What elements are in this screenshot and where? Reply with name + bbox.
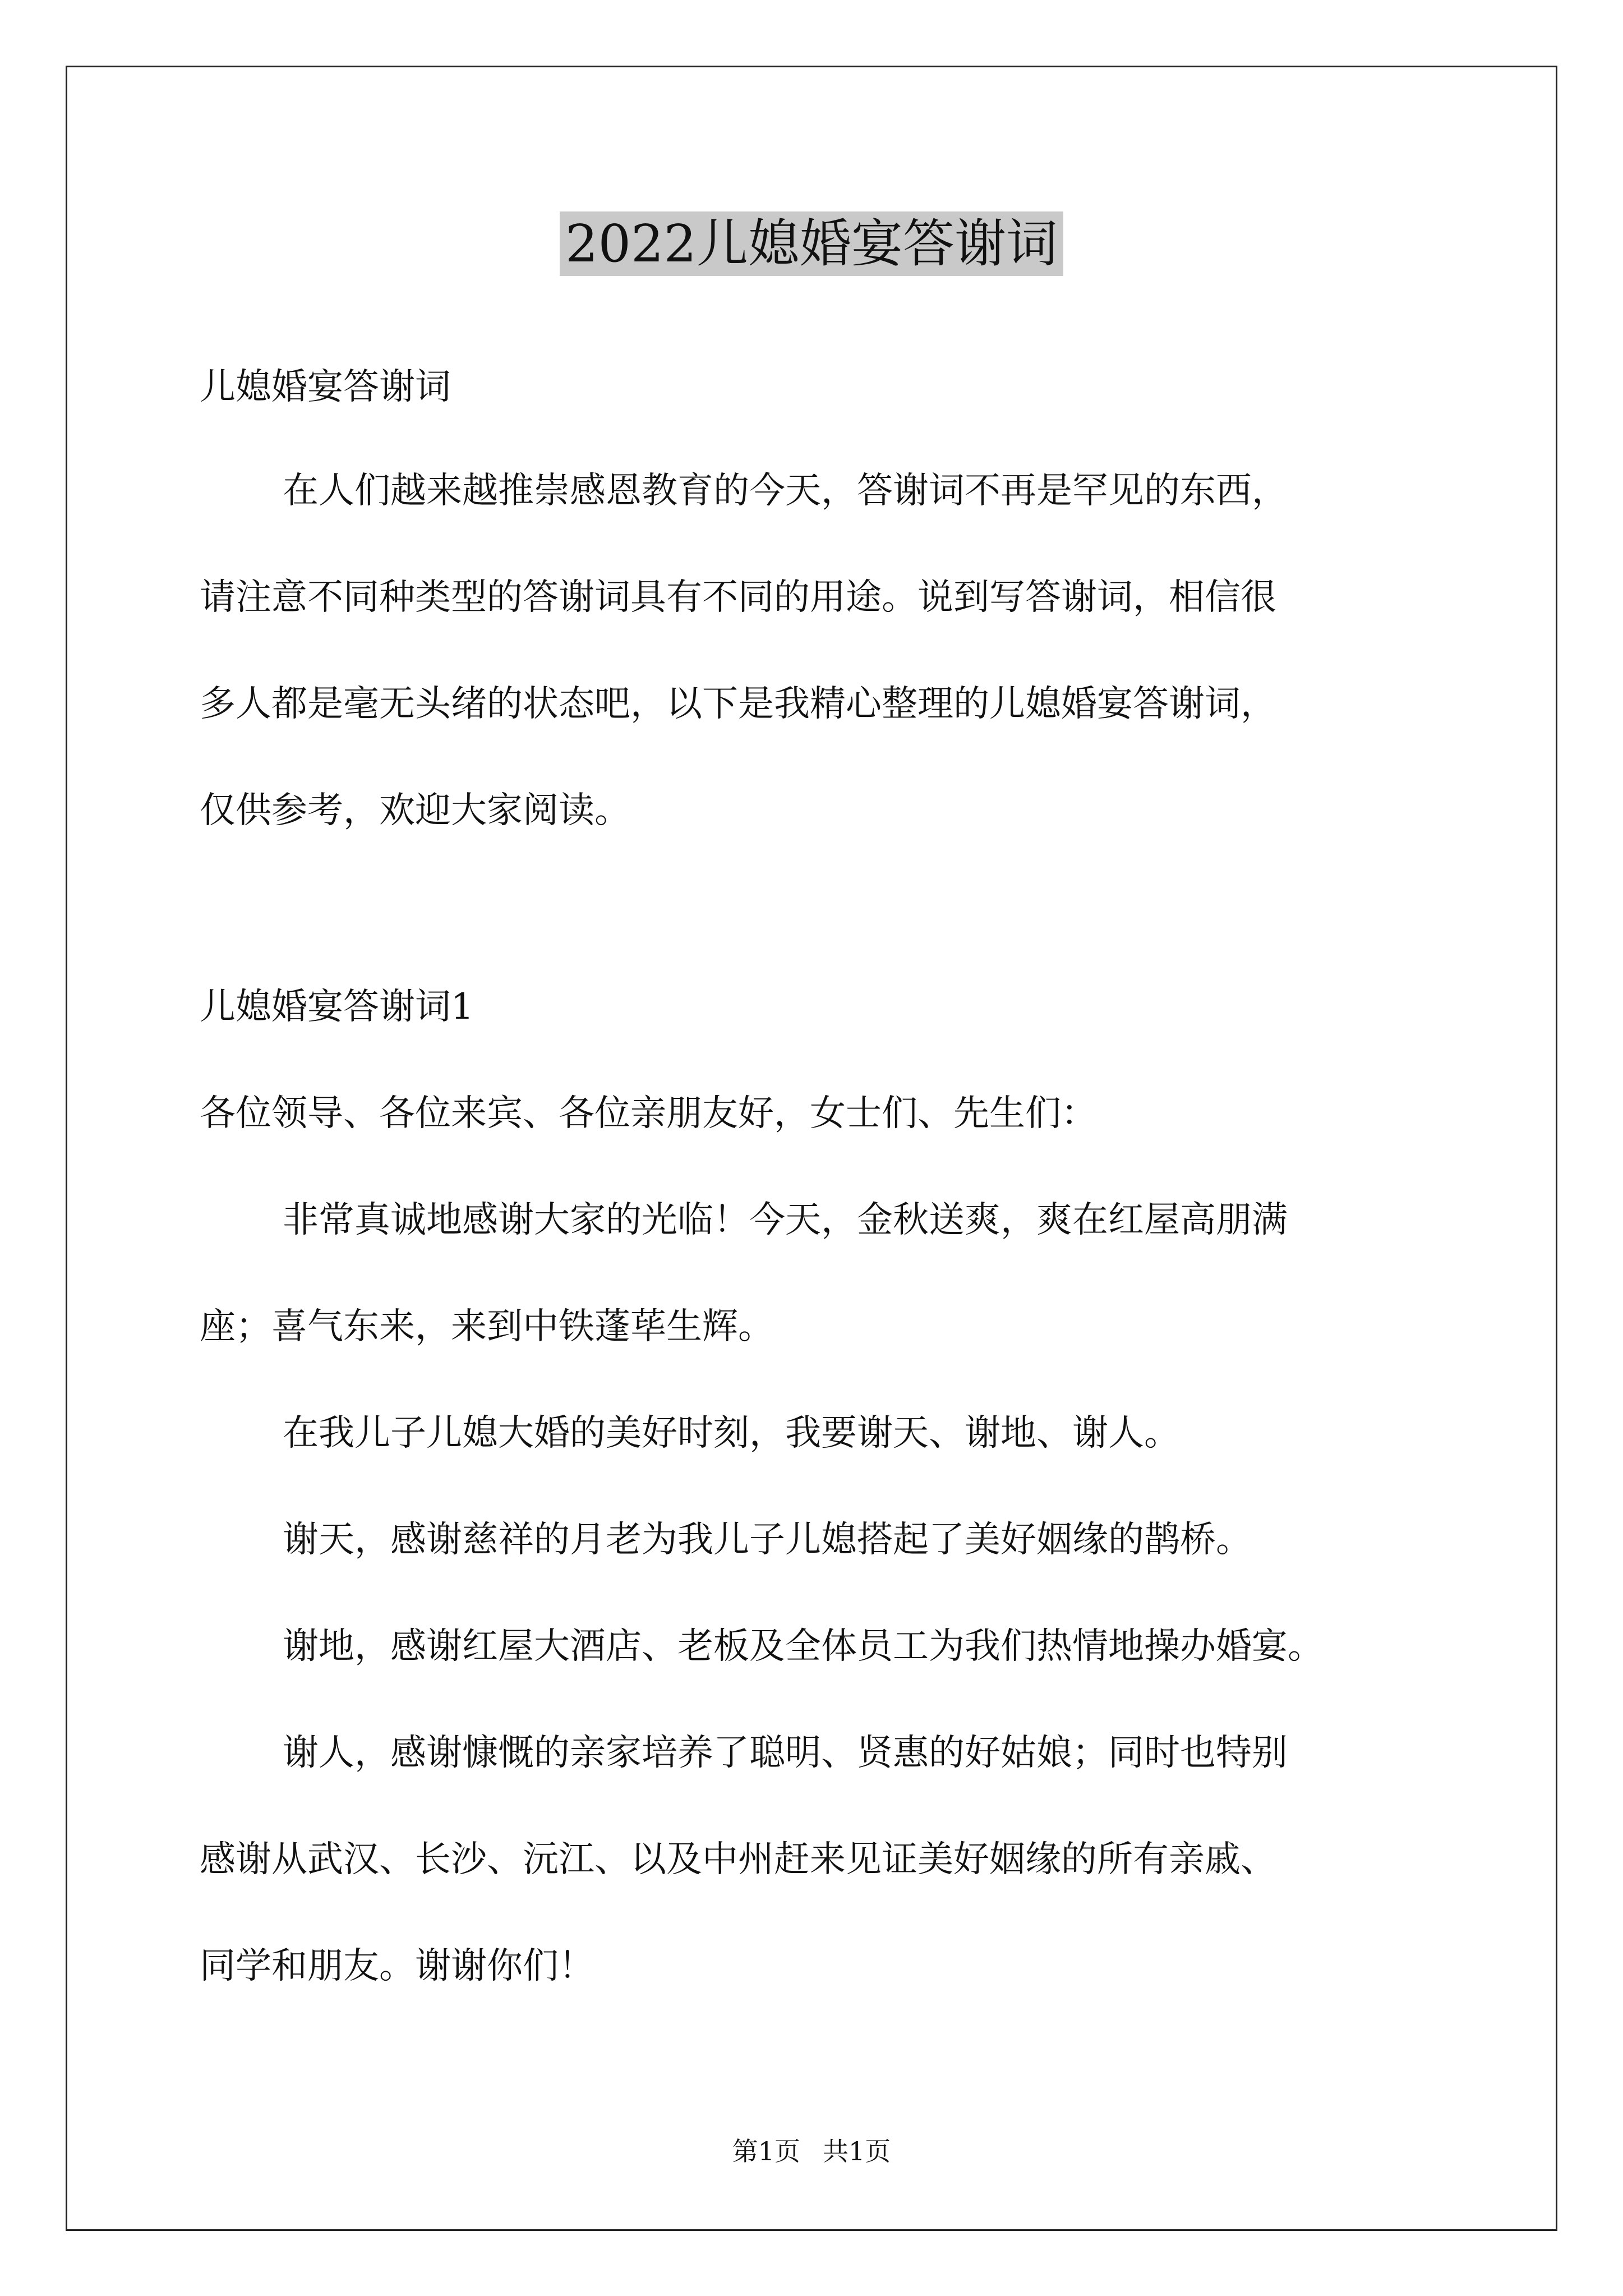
subtitle: 儿媳婚宴答谢词	[200, 366, 451, 408]
salutation: 各位领导、各位来宾、各位亲朋友好，女士们、先生们：	[200, 1093, 1097, 1134]
intro-line: 仅供参考，欢迎大家阅读。	[200, 790, 630, 831]
body-line: 谢天，感谢慈祥的月老为我儿子儿媳搭起了美好姻缘的鹊桥。	[283, 1519, 1252, 1561]
intro-line: 在人们越来越推崇感恩教育的今天，答谢词不再是罕见的东西，	[283, 470, 1288, 512]
intro-line: 多人都是毫无头绪的状态吧，以下是我精心整理的儿媳婚宴答谢词，	[200, 683, 1276, 725]
document-body	[200, 348, 1439, 2019]
page-number: 第1页	[732, 2136, 800, 2166]
document-title	[0, 208, 1623, 280]
page-footer	[0, 2134, 1623, 2168]
body-line: 同学和朋友。谢谢你们！	[200, 1945, 594, 1987]
body-line: 谢地，感谢红屋大酒店、老板及全体员工为我们热情地操办婚宴。	[283, 1626, 1324, 1667]
section-title: 儿媳婚宴答谢词1	[200, 986, 474, 1028]
intro-line: 请注意不同种类型的答谢词具有不同的用途。说到写答谢词，相信很	[200, 577, 1276, 618]
body-line: 在我儿子儿媳大婚的美好时刻，我要谢天、谢地、谢人。	[283, 1412, 1180, 1454]
page-total: 共1页	[823, 2136, 891, 2166]
body-line: 非常真诚地感谢大家的光临！今天，金秋送爽，爽在红屋高朋满	[283, 1199, 1288, 1241]
body-line: 感谢从武汉、长沙、沅江、以及中州赶来见证美好姻缘的所有亲戚、	[200, 1839, 1276, 1880]
document-title-text: 2022儿媳婚宴答谢词	[560, 211, 1063, 276]
body-line: 谢人，感谢慷慨的亲家培养了聪明、贤惠的好姑娘；同时也特别	[283, 1732, 1288, 1774]
body-line: 座；喜气东来，来到中铁蓬荜生辉。	[200, 1306, 774, 1347]
